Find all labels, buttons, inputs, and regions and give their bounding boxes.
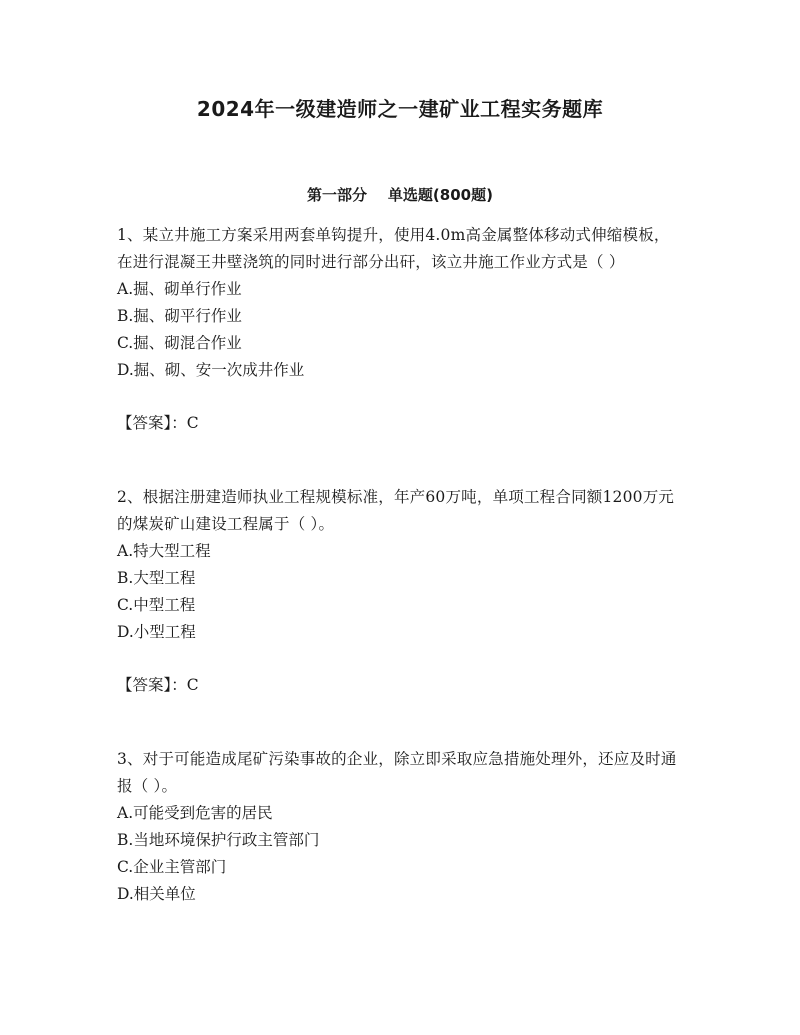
question-stem: 2、根据注册建造师执业工程规模标准，年产60万吨，单项工程合同额1200万元的煤炭矿山建设工程属于（ ）。 <box>117 488 675 533</box>
option-c: C.掘、砌混合作业 <box>117 334 242 352</box>
question-stem: 1、某立井施工方案采用两套单钩提升，使用4.0m高金属整体移动式伸缩模板，在进行混凝王井壁浇筑的同时进行部分出矸，该立井施工作业方式是（ ） <box>117 226 670 271</box>
option-c: C.中型工程 <box>117 596 196 614</box>
question-list <box>117 222 677 955</box>
section-title: 第一部分 单选题(800题) <box>307 186 493 204</box>
document-title: 2024年一级建造师之一建矿业工程实务题库 <box>196 97 604 121</box>
option-a: A.可能受到危害的居民 <box>117 804 273 822</box>
option-a: A.特大型工程 <box>117 542 211 560</box>
option-d: D.掘、砌、安一次成井作业 <box>117 361 305 379</box>
option-a: A.掘、砌单行作业 <box>117 280 242 298</box>
option-b: B.大型工程 <box>117 569 196 587</box>
option-b: B.当地环境保护行政主管部门 <box>117 831 320 849</box>
option-c: C.企业主管部门 <box>117 858 227 876</box>
option-d: D.小型工程 <box>117 623 196 641</box>
question-3 <box>117 746 677 908</box>
answer-label: 【答案】：C <box>117 676 199 694</box>
question-stem: 3、对于可能造成尾矿污染事故的企业，除立即采取应急措施处理外，还应及时通报（ ）。 <box>117 750 677 795</box>
option-d: D.相关单位 <box>117 885 196 903</box>
option-b: B.掘、砌平行作业 <box>117 307 242 325</box>
answer-label: 【答案】：C <box>117 414 199 432</box>
question-2 <box>117 484 677 699</box>
question-1 <box>117 222 677 437</box>
